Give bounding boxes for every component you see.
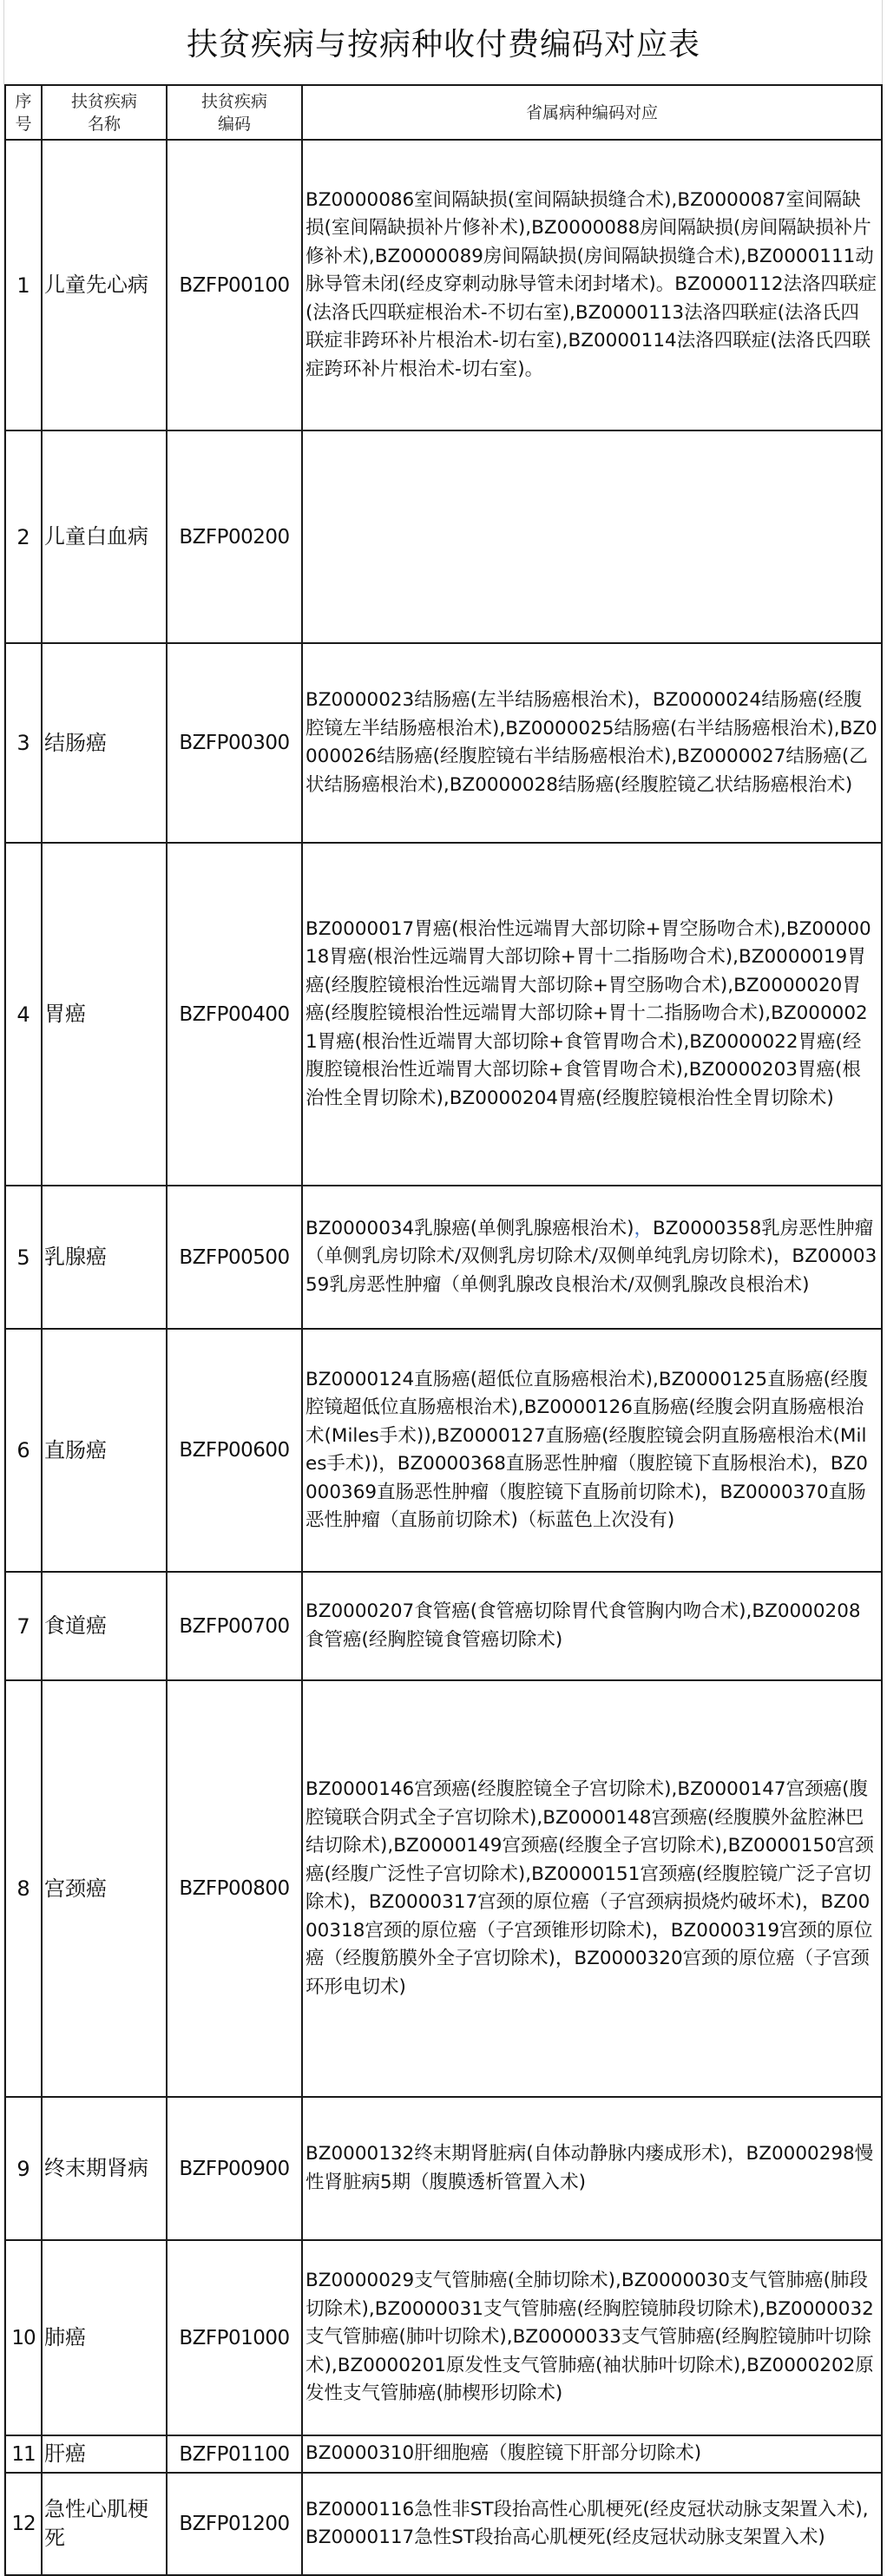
table-row <box>5 2435 882 2473</box>
header-code: 扶贫疾病编码 <box>167 85 302 140</box>
disease-name: 肺癌 <box>42 2240 167 2435</box>
disease-name: 乳腺癌 <box>42 1186 167 1329</box>
mapping-codes: BZ0000132终末期肾脏病(自体动静脉内瘘成形术)，BZ0000298慢性肾脏病5期（腹膜透析管置入术) <box>302 2097 882 2240</box>
table-row <box>5 2240 882 2435</box>
table-row <box>5 1329 882 1572</box>
row-no: 6 <box>5 1329 42 1572</box>
table-row <box>5 643 882 843</box>
disease-code: BZFP00800 <box>167 1680 302 2097</box>
header-mapping: 省属病种编码对应 <box>302 85 882 140</box>
disease-name: 急性心肌梗死 <box>42 2473 167 2575</box>
table-row <box>5 430 882 643</box>
disease-name: 宫颈癌 <box>42 1680 167 2097</box>
table-row <box>5 1572 882 1680</box>
row-no: 9 <box>5 2097 42 2240</box>
row-no: 7 <box>5 1572 42 1680</box>
mapping-codes: BZ0000017胃癌(根治性远端胃大部切除+胃空肠吻合术),BZ0000018胃癌(根治性远端胃大部切除+胃十二指肠吻合术),BZ0000019胃癌(经腹腔镜根治性远端胃大部切除+胃空肠吻合术),BZ0000020胃癌(经腹腔镜根治性远端胃大部切除+胃十二指肠吻合术),BZ0000021胃癌(根治性近端胃大部切除+食管胃吻合术),BZ0000022胃癌(经腹腔镜根治性近端胃大部切除+食管胃吻合术),BZ0000203胃癌(根治性全胃切除术),BZ0000204胃癌(经腹腔镜根治性全胃切除术) <box>302 843 882 1186</box>
mapping-codes: BZ0000207食管癌(食管癌切除胃代食管胸内吻合术),BZ0000208食管癌(经胸腔镜食管癌切除术) <box>302 1572 882 1680</box>
document-title: 扶贫疾病与按病种收付费编码对应表 <box>186 27 700 62</box>
header-name: 扶贫疾病名称 <box>42 85 167 140</box>
row-no: 8 <box>5 1680 42 2097</box>
disease-code: BZFP01000 <box>167 2240 302 2435</box>
blue-marked-comma: ， <box>634 1217 654 1239</box>
mapping-codes: BZ0000023结肠癌(左半结肠癌根治术)，BZ0000024结肠癌(经腹腔镜左半结肠癌根治术),BZ0000025结肠癌(右半结肠癌根治术),BZ0000026结肠癌(经腹腔镜右半结肠癌根治术),BZ0000027结肠癌(乙状结肠癌根治术),BZ0000028结肠癌(经腹腔镜乙状结肠癌根治术) <box>302 643 882 843</box>
mapping-codes: BZ0000086室间隔缺损(室间隔缺损缝合术),BZ0000087室间隔缺损(室间隔缺损补片修补术),BZ0000088房间隔缺损(房间隔缺损补片修补术),BZ0000089房间隔缺损(房间隔缺损缝合术),BZ0000111动脉导管未闭(经皮穿刺动脉导管未闭封堵术)。BZ0000112法洛四联症(法洛氏四联症根治术-不切右室),BZ0000113法洛四联症(法洛氏四联症非跨环补片根治术-切右室),BZ0000114法洛四联症(法洛氏四联症跨环补片根治术-切右室)。 <box>302 140 882 430</box>
row-no: 2 <box>5 430 42 643</box>
mapping-codes: BZ0000116急性非ST段抬高性心肌梗死(经皮冠状动脉支架置入术),BZ0000117急性ST段抬高心肌梗死(经皮冠状动脉支架置入术) <box>302 2473 882 2575</box>
disease-code: BZFP01100 <box>167 2435 302 2473</box>
row-no: 10 <box>5 2240 42 2435</box>
disease-code: BZFP00300 <box>167 643 302 843</box>
disease-name: 胃癌 <box>42 843 167 1186</box>
disease-name: 终末期肾病 <box>42 2097 167 2240</box>
row-no: 4 <box>5 843 42 1186</box>
mapping-codes: BZ0000310肝细胞癌（腹腔镜下肝部分切除术) <box>302 2435 882 2473</box>
table-row <box>5 140 882 430</box>
mapping-codes: BZ0000124直肠癌(超低位直肠癌根治术),BZ0000125直肠癌(经腹腔镜超低位直肠癌根治术),BZ0000126直肠癌(经腹会阴直肠癌根治术(Miles手术)),BZ0000127直肠癌(经腹腔镜会阴直肠癌根治术(Miles手术))，BZ0000368直肠恶性肿瘤（腹腔镜下直肠根治术)，BZ0000369直肠恶性肿瘤（腹腔镜下直肠前切除术)，BZ0000370直肠恶性肿瘤（直肠前切除术)（标蓝色上次没有) <box>302 1329 882 1572</box>
disease-code: BZFP01200 <box>167 2473 302 2575</box>
disease-name: 结肠癌 <box>42 643 167 843</box>
disease-name: 儿童先心病 <box>42 140 167 430</box>
mapping-table <box>4 84 883 2576</box>
table-header-row <box>5 85 882 140</box>
disease-code: BZFP00200 <box>167 430 302 643</box>
mapping-codes <box>302 430 882 643</box>
disease-code: BZFP00600 <box>167 1329 302 1572</box>
disease-code: BZFP00700 <box>167 1572 302 1680</box>
disease-name: 儿童白血病 <box>42 430 167 643</box>
row-no: 11 <box>5 2435 42 2473</box>
table-row <box>5 2473 882 2575</box>
mapping-codes: BZ0000029支气管肺癌(全肺切除术),BZ0000030支气管肺癌(肺段切除术),BZ0000031支气管肺癌(经胸腔镜肺段切除术),BZ0000032支气管肺癌(肺叶切除术),BZ0000033支气管肺癌(经胸腔镜肺叶切除术),BZ0000201原发性支气管肺癌(袖状肺叶切除术),BZ0000202原发性支气管肺癌(肺楔形切除术) <box>302 2240 882 2435</box>
mapping-codes: BZ0000146宫颈癌(经腹腔镜全子宫切除术),BZ0000147宫颈癌(腹腔镜联合阴式全子宫切除术),BZ0000148宫颈癌(经腹膜外盆腔淋巴结切除术),BZ0000149宫颈癌(经腹全子宫切除术),BZ0000150宫颈癌(经腹广泛性子宫切除术),BZ0000151宫颈癌(经腹腔镜广泛子宫切除术)，BZ0000317宫颈的原位癌（子宫颈病损烧灼破坏术)，BZ0000318宫颈的原位癌（子宫颈锥形切除术)，BZ0000319宫颈的原位癌（经腹筋膜外全子宫切除术)，BZ0000320宫颈的原位癌（子宫颈环形电切术) <box>302 1680 882 2097</box>
disease-name: 肝癌 <box>42 2435 167 2473</box>
row-no: 5 <box>5 1186 42 1329</box>
row-no: 3 <box>5 643 42 843</box>
mapping-part: BZ0000358乳房恶性肿瘤（单侧乳房切除术/双侧乳房切除术/双侧单纯乳房切除术)，BZ0000359乳房恶性肿瘤（单侧乳腺改良根治术/双侧乳腺改良根治术) <box>306 1217 877 1296</box>
disease-code: BZFP00900 <box>167 2097 302 2240</box>
disease-name: 食道癌 <box>42 1572 167 1680</box>
table-row <box>5 2097 882 2240</box>
disease-name: 直肠癌 <box>42 1329 167 1572</box>
mapping-codes <box>302 1186 882 1329</box>
row-no: 12 <box>5 2473 42 2575</box>
disease-code: BZFP00400 <box>167 843 302 1186</box>
table-row <box>5 1186 882 1329</box>
row-no: 1 <box>5 140 42 430</box>
disease-code: BZFP00500 <box>167 1186 302 1329</box>
mapping-part: BZ0000034乳腺癌(单侧乳腺癌根治术) <box>306 1217 634 1239</box>
header-no: 序号 <box>5 85 42 140</box>
table-row <box>5 1680 882 2097</box>
table-row <box>5 843 882 1186</box>
disease-code: BZFP00100 <box>167 140 302 430</box>
